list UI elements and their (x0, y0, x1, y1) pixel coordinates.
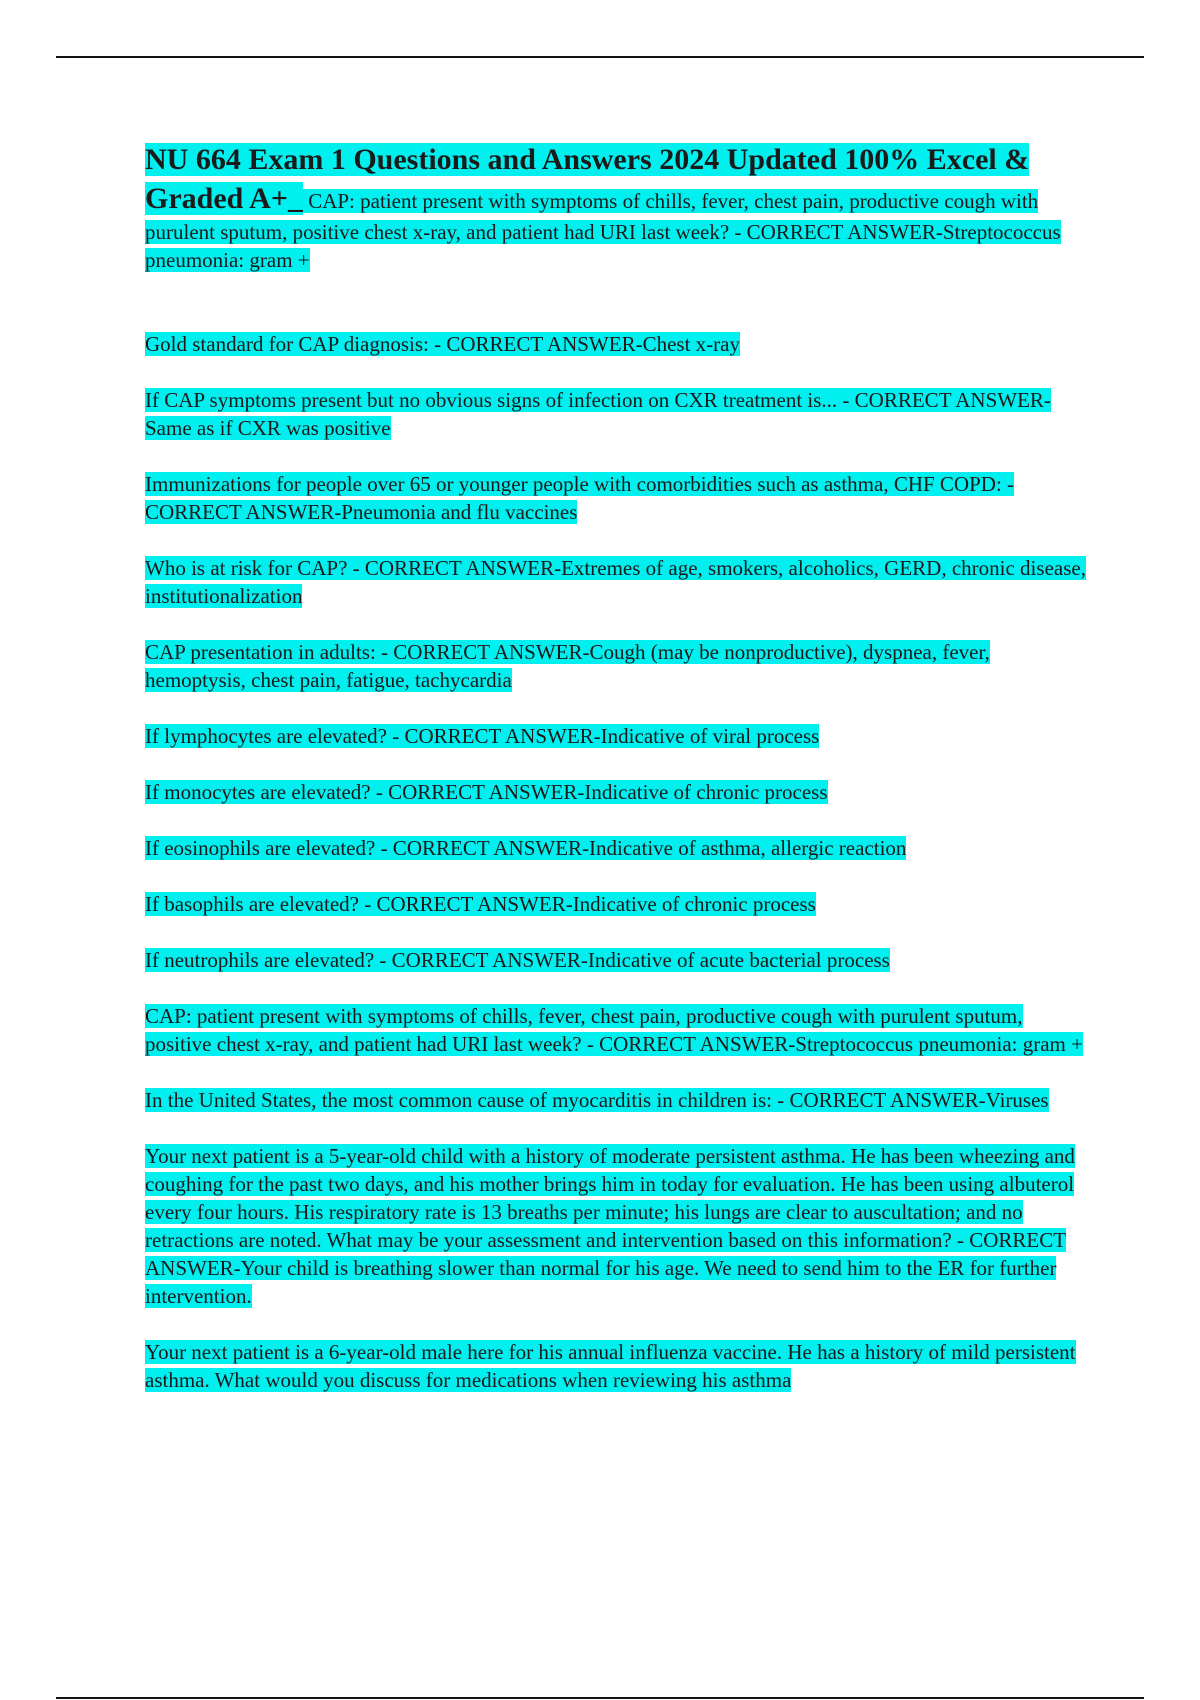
qa-item (145, 386, 1090, 442)
qa-text: If CAP symptoms present but no obvious signs of infection on CXR treatment is... - CORRECT ANSWER-Same as if CXR was positive (145, 388, 1051, 440)
qa-text: Gold standard for CAP diagnosis: - CORRECT ANSWER-Chest x-ray (145, 332, 740, 356)
qa-item (145, 778, 1090, 806)
qa-text: Your next patient is a 6-year-old male here for his annual influenza vaccine. He has a history of mild persistent asthma. What would you discuss for medications when reviewing his asthma (145, 1340, 1076, 1392)
qa-item (145, 638, 1090, 694)
qa-item (145, 722, 1090, 750)
qa-item (145, 1086, 1090, 1114)
title-paragraph (145, 140, 1090, 274)
bottom-rule (56, 1697, 1144, 1699)
qa-text: Your next patient is a 5-year-old child with a history of moderate persistent asthma. He has been wheezing and coughing for the past two days, and his mother brings him in today for evaluation. He has been using albuterol every four hours. His respiratory rate is 13 breaths per minute; his lungs are clear to auscultation; and no retractions are noted. What may be your assessment and intervention based on this information? - CORRECT ANSWER-Your child is breathing slower than normal for his age. We need to send him to the ER for further intervention. (145, 1144, 1075, 1308)
qa-item (145, 834, 1090, 862)
qa-text: Immunizations for people over 65 or younger people with comorbidities such as asthma, CHF COPD: - CORRECT ANSWER-Pneumonia and flu vaccines (145, 472, 1015, 524)
qa-item (145, 330, 1090, 358)
qa-text: Who is at risk for CAP? - CORRECT ANSWER-Extremes of age, smokers, alcoholics, GERD, chronic disease, institutionalization (145, 556, 1086, 608)
qa-text: If basophils are elevated? - CORRECT ANSWER-Indicative of chronic process (145, 892, 816, 916)
qa-item (145, 1002, 1090, 1058)
qa-text: If eosinophils are elevated? - CORRECT ANSWER-Indicative of asthma, allergic reaction (145, 836, 907, 860)
document-body (145, 140, 1090, 1422)
qa-text: If neutrophils are elevated? - CORRECT ANSWER-Indicative of acute bacterial process (145, 948, 890, 972)
qa-item (145, 1142, 1090, 1310)
first-qa: CAP: patient present with symptoms of chills, fever, chest pain, productive cough with purulent sputum, positive chest x-ray, and patient had URI last week? - CORRECT ANSWER-Streptococcus pneumonia: gram + (145, 189, 1061, 272)
qa-text: In the United States, the most common cause of myocarditis in children is: - CORRECT ANSWER-Viruses (145, 1088, 1049, 1112)
qa-text: CAP: patient present with symptoms of chills, fever, chest pain, productive cough with purulent sputum, positive chest x-ray, and patient had URI last week? - CORRECT ANSWER-Streptococcus pneumonia: gram + (145, 1004, 1083, 1056)
qa-text: If monocytes are elevated? - CORRECT ANSWER-Indicative of chronic process (145, 780, 828, 804)
qa-item (145, 1338, 1090, 1394)
document-title: NU 664 Exam 1 Questions and Answers 2024 Updated 100% Excel & Graded A+_ (145, 143, 1030, 215)
qa-item (145, 890, 1090, 918)
top-rule (56, 56, 1144, 58)
qa-item (145, 946, 1090, 974)
qa-text: CAP presentation in adults: - CORRECT ANSWER-Cough (may be nonproductive), dyspnea, fever, hemoptysis, chest pain, fatigue, tachycardia (145, 640, 990, 692)
qa-item (145, 554, 1090, 610)
qa-item (145, 470, 1090, 526)
qa-text: If lymphocytes are elevated? - CORRECT ANSWER-Indicative of viral process (145, 724, 820, 748)
